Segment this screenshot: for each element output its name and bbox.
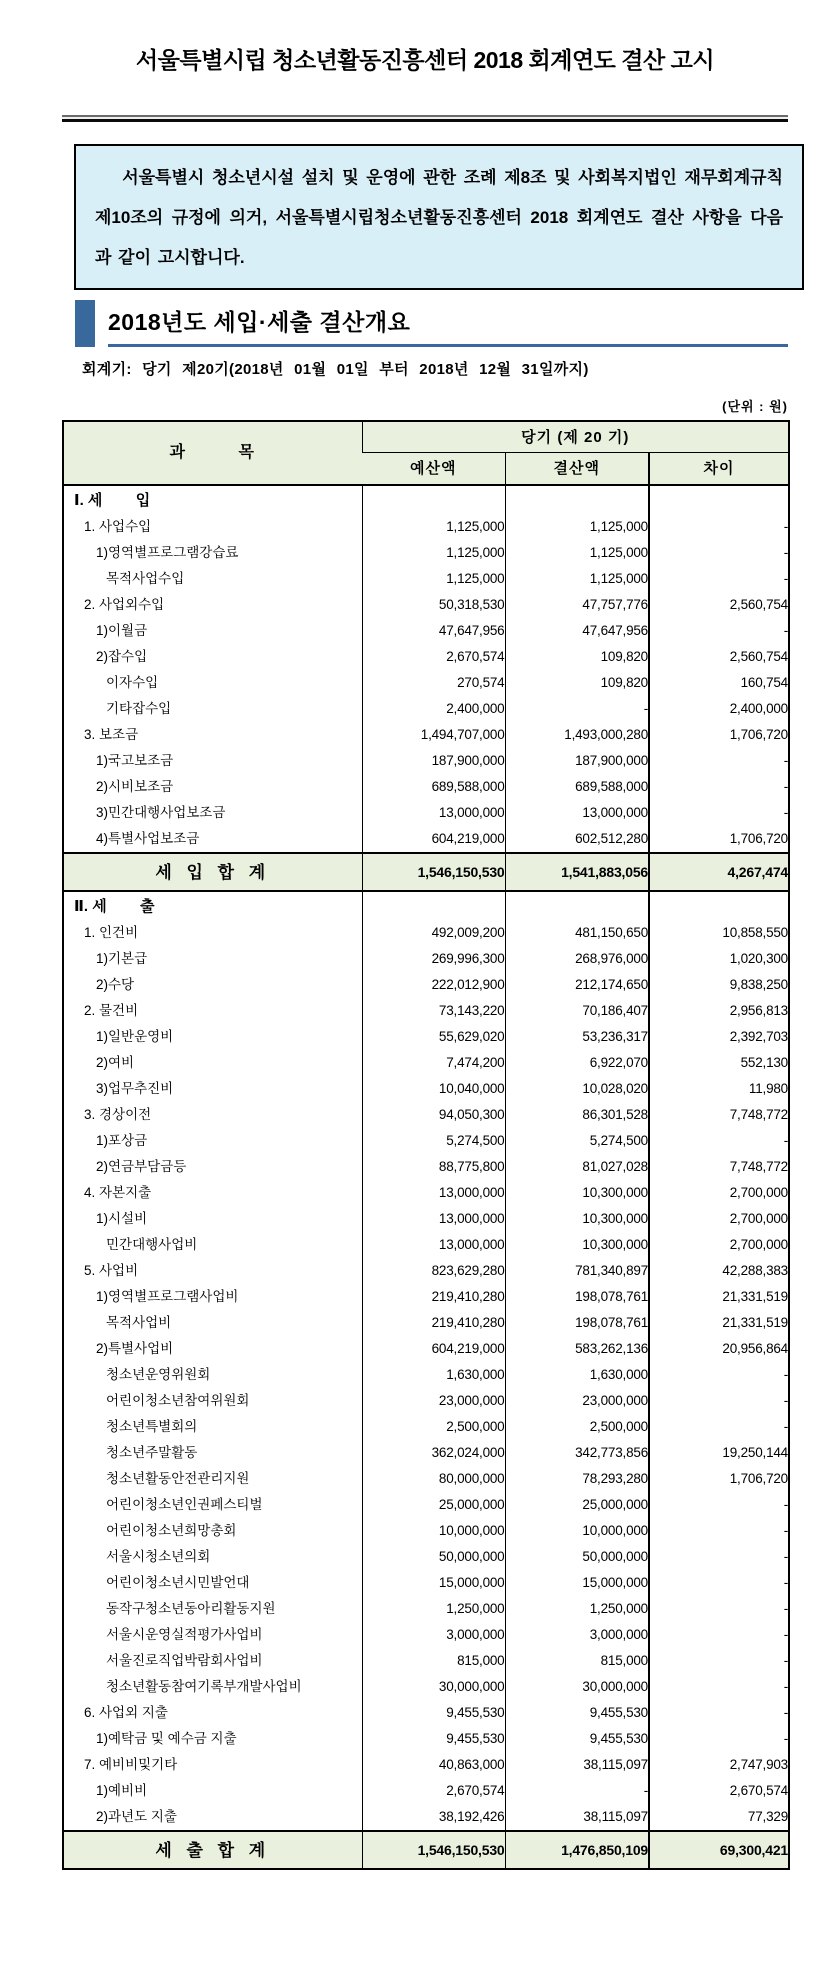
table-row: [63, 566, 789, 592]
table-row: [63, 1700, 789, 1726]
account-label: 이자수입: [106, 675, 159, 691]
account-label: 2)여비: [96, 1055, 135, 1071]
budget-cell: 50,318,530: [362, 592, 505, 618]
settlement-cell: 30,000,000: [505, 1674, 649, 1700]
settlement-cell: 187,900,000: [505, 748, 649, 774]
diff-cell: 20,956,864: [649, 1336, 789, 1362]
budget-cell: 13,000,000: [362, 1206, 505, 1232]
budget-cell: 689,588,000: [362, 774, 505, 800]
budget-cell: 1,125,000: [362, 566, 505, 592]
account-label: 1)이월금: [96, 623, 148, 639]
table-row: [63, 1440, 789, 1466]
account-label: 1)영역별프로그램사업비: [96, 1289, 239, 1305]
settlement-cell: 9,455,530: [505, 1726, 649, 1752]
account-label: 2)과년도 지출: [96, 1809, 177, 1825]
settlement-cell: 1,125,000: [505, 540, 649, 566]
diff-cell: -: [649, 1128, 789, 1154]
budget-cell: 219,410,280: [362, 1284, 505, 1310]
diff-cell: -: [649, 514, 789, 540]
table-row: [63, 540, 789, 566]
account-label: 청소년활동참여기록부개발사업비: [106, 1679, 302, 1695]
settlement-cell: 47,647,956: [505, 618, 649, 644]
table-row: [63, 1128, 789, 1154]
table-row: [63, 800, 789, 826]
account-label: 기타잡수입: [106, 701, 172, 717]
account-label: 3. 보조금: [84, 727, 139, 743]
account-label: 7. 예비비및기타: [84, 1757, 178, 1773]
budget-cell: 13,000,000: [362, 1232, 505, 1258]
diff-cell: -: [649, 1518, 789, 1544]
diff-cell: -: [649, 1726, 789, 1752]
diff-cell: [649, 485, 789, 514]
budget-cell: 270,574: [362, 670, 505, 696]
column-header-subject: 과 목: [63, 421, 362, 485]
diff-cell: 19,250,144: [649, 1440, 789, 1466]
budget-cell: 1,125,000: [362, 540, 505, 566]
diff-cell: -: [649, 618, 789, 644]
budget-cell: 1,125,000: [362, 514, 505, 540]
settlement-cell: 5,274,500: [505, 1128, 649, 1154]
budget-cell: 73,143,220: [362, 998, 505, 1024]
table-row: [63, 1050, 789, 1076]
budget-cell: 2,670,574: [362, 644, 505, 670]
budget-cell: 40,863,000: [362, 1752, 505, 1778]
account-label: 서울시청소년의회: [106, 1549, 211, 1565]
budget-cell: 30,000,000: [362, 1674, 505, 1700]
diff-cell: 2,700,000: [649, 1180, 789, 1206]
table-row: [63, 1570, 789, 1596]
settlement-cell: 1,541,883,056: [505, 853, 649, 891]
settlement-cell: 38,115,097: [505, 1804, 649, 1831]
budget-cell: 5,274,500: [362, 1128, 505, 1154]
table-row: [63, 826, 789, 853]
settlement-cell: 86,301,528: [505, 1102, 649, 1128]
account-label: 5. 사업비: [84, 1263, 139, 1279]
budget-cell: [362, 891, 505, 920]
settlement-table: [62, 420, 790, 1870]
table-row: [63, 1206, 789, 1232]
diff-cell: -: [649, 1622, 789, 1648]
section-title-underline: [108, 300, 788, 347]
table-row: [63, 1778, 789, 1804]
table-row: [63, 722, 789, 748]
budget-cell: 50,000,000: [362, 1544, 505, 1570]
table-row: [63, 1180, 789, 1206]
column-header-budget: 예산액: [362, 453, 505, 486]
diff-cell: -: [649, 748, 789, 774]
column-header-settlement: 결산액: [505, 453, 649, 486]
account-label: 2)잡수입: [96, 649, 148, 665]
diff-cell: 10,858,550: [649, 920, 789, 946]
settlement-cell: 38,115,097: [505, 1752, 649, 1778]
diff-cell: 21,331,519: [649, 1310, 789, 1336]
table-row: [63, 1492, 789, 1518]
diff-cell: -: [649, 1700, 789, 1726]
settlement-cell: [505, 485, 649, 514]
budget-cell: 55,629,020: [362, 1024, 505, 1050]
budget-cell: 13,000,000: [362, 1180, 505, 1206]
diff-cell: -: [649, 566, 789, 592]
account-label: 2)특별사업비: [96, 1341, 174, 1357]
account-label: 어린이청소년참여위원회: [106, 1393, 250, 1409]
table-row: [63, 644, 789, 670]
diff-cell: 1,020,300: [649, 946, 789, 972]
unit-label: (단위 : 원): [722, 399, 788, 414]
diff-cell: 42,288,383: [649, 1258, 789, 1284]
budget-cell: 1,546,150,530: [362, 1831, 505, 1869]
notice-text: 서울특별시 청소년시설 설치 및 운영에 관한 조례 제8조 및 사회복지법인 재무회계규칙 제10조의 규정에 의거, 서울특별시립청소년활동진흥센터 2018 회계연도 결산 사항을 다음과 같이 고시합니다.: [95, 168, 783, 267]
table-row: [63, 592, 789, 618]
settlement-cell: 10,028,020: [505, 1076, 649, 1102]
budget-cell: 38,192,426: [362, 1804, 505, 1831]
diff-cell: 77,329: [649, 1804, 789, 1831]
account-label: 어린이청소년인권페스티벌: [106, 1497, 263, 1513]
budget-cell: 7,474,200: [362, 1050, 505, 1076]
settlement-cell: 109,820: [505, 670, 649, 696]
settlement-cell: 70,186,407: [505, 998, 649, 1024]
table-row: [63, 618, 789, 644]
account-label: 청소년특별회의: [106, 1419, 198, 1435]
budget-cell: 23,000,000: [362, 1388, 505, 1414]
account-label: 1)포상금: [96, 1133, 148, 1149]
account-label: 1)예비비: [96, 1783, 148, 1799]
account-label: 2)수당: [96, 977, 135, 993]
table-row: [63, 1674, 789, 1700]
budget-cell: 80,000,000: [362, 1466, 505, 1492]
diff-cell: 69,300,421: [649, 1831, 789, 1869]
diff-cell: -: [649, 1388, 789, 1414]
table-row: [63, 1596, 789, 1622]
notice-box: [74, 144, 804, 290]
budget-cell: 187,900,000: [362, 748, 505, 774]
account-label: 민간대행사업비: [106, 1237, 198, 1253]
table-row: [63, 1726, 789, 1752]
account-label: 1. 인건비: [84, 925, 139, 941]
account-label: 2. 물건비: [84, 1003, 139, 1019]
diff-cell: 2,700,000: [649, 1206, 789, 1232]
budget-cell: 2,400,000: [362, 696, 505, 722]
settlement-cell: 481,150,650: [505, 920, 649, 946]
table-row: [63, 946, 789, 972]
table-row: [63, 1388, 789, 1414]
settlement-cell: 1,476,850,109: [505, 1831, 649, 1869]
settlement-cell: 198,078,761: [505, 1284, 649, 1310]
settlement-cell: 10,300,000: [505, 1206, 649, 1232]
diff-cell: -: [649, 800, 789, 826]
diff-cell: 1,706,720: [649, 1466, 789, 1492]
budget-cell: 362,024,000: [362, 1440, 505, 1466]
account-label: 1)기본급: [96, 951, 148, 967]
account-label: 청소년활동안전관리지원: [106, 1471, 250, 1487]
budget-cell: 604,219,000: [362, 826, 505, 853]
diff-cell: -: [649, 1570, 789, 1596]
table-row: [63, 891, 789, 920]
table-row: [63, 1076, 789, 1102]
budget-cell: 9,455,530: [362, 1700, 505, 1726]
account-label: 청소년주말활동: [106, 1445, 198, 1461]
settlement-cell: 602,512,280: [505, 826, 649, 853]
settlement-cell: 342,773,856: [505, 1440, 649, 1466]
budget-cell: 13,000,000: [362, 800, 505, 826]
budget-cell: 15,000,000: [362, 1570, 505, 1596]
diff-cell: 2,400,000: [649, 696, 789, 722]
budget-cell: 1,494,707,000: [362, 722, 505, 748]
table-row: [63, 1310, 789, 1336]
table-row: [63, 1414, 789, 1440]
diff-cell: 7,748,772: [649, 1102, 789, 1128]
table-row: [63, 670, 789, 696]
table-row: [63, 1804, 789, 1831]
table-body: [63, 485, 789, 1869]
settlement-cell: 47,757,776: [505, 592, 649, 618]
diff-cell: 7,748,772: [649, 1154, 789, 1180]
settlement-cell: 15,000,000: [505, 1570, 649, 1596]
budget-cell: 1,546,150,530: [362, 853, 505, 891]
budget-cell: 815,000: [362, 1648, 505, 1674]
diff-cell: -: [649, 1648, 789, 1674]
diff-cell: 2,560,754: [649, 644, 789, 670]
table-row: [63, 1258, 789, 1284]
account-label: 동작구청소년동아리활동지원: [106, 1601, 276, 1617]
diff-cell: -: [649, 1596, 789, 1622]
budget-cell: 88,775,800: [362, 1154, 505, 1180]
settlement-cell: 2,500,000: [505, 1414, 649, 1440]
diff-cell: 2,670,574: [649, 1778, 789, 1804]
table-row: [63, 748, 789, 774]
settlement-cell: -: [505, 1778, 649, 1804]
account-label: 1)국고보조금: [96, 753, 174, 769]
diff-cell: 9,838,250: [649, 972, 789, 998]
table-header: [63, 421, 789, 485]
account-label: Ⅱ. 세 출: [74, 897, 155, 915]
settlement-cell: 198,078,761: [505, 1310, 649, 1336]
diff-cell: 160,754: [649, 670, 789, 696]
diff-cell: -: [649, 540, 789, 566]
budget-cell: 25,000,000: [362, 1492, 505, 1518]
fiscal-period: 회계기: 당기 제20기(2018년 01월 01일 부터 2018년 12월 31일까지): [82, 361, 589, 378]
account-label: 3)민간대행사업보조금: [96, 805, 226, 821]
settlement-cell: [505, 891, 649, 920]
column-header-diff: 차이: [649, 453, 789, 486]
diff-cell: 2,392,703: [649, 1024, 789, 1050]
total-row: [63, 853, 789, 891]
diff-cell: -: [649, 1492, 789, 1518]
table-row: [63, 774, 789, 800]
diff-cell: -: [649, 1544, 789, 1570]
diff-cell: 1,706,720: [649, 722, 789, 748]
account-label: 1)예탁금 및 예수금 지출: [96, 1731, 237, 1747]
budget-cell: 3,000,000: [362, 1622, 505, 1648]
settlement-cell: 9,455,530: [505, 1700, 649, 1726]
diff-cell: 1,706,720: [649, 826, 789, 853]
settlement-cell: 23,000,000: [505, 1388, 649, 1414]
account-label: 6. 사업외 지출: [84, 1705, 168, 1721]
diff-cell: 2,747,903: [649, 1752, 789, 1778]
table-row: [63, 1544, 789, 1570]
budget-cell: 219,410,280: [362, 1310, 505, 1336]
total-row: [63, 1831, 789, 1869]
table-row: [63, 1102, 789, 1128]
table-row: [63, 1154, 789, 1180]
budget-cell: 9,455,530: [362, 1726, 505, 1752]
budget-cell: 492,009,200: [362, 920, 505, 946]
budget-cell: 47,647,956: [362, 618, 505, 644]
account-label: 4. 자본지출: [84, 1185, 152, 1201]
account-label: 4)특별사업보조금: [96, 831, 200, 847]
column-header-period: 당기 (제 20 기): [362, 421, 789, 453]
settlement-cell: 1,630,000: [505, 1362, 649, 1388]
budget-cell: 10,040,000: [362, 1076, 505, 1102]
budget-cell: 604,219,000: [362, 1336, 505, 1362]
account-label: 2)시비보조금: [96, 779, 174, 795]
account-label: 3)업무추진비: [96, 1081, 174, 1097]
settlement-cell: 1,125,000: [505, 566, 649, 592]
settlement-cell: 815,000: [505, 1648, 649, 1674]
settlement-cell: 10,300,000: [505, 1180, 649, 1206]
section-header: [75, 300, 788, 347]
budget-cell: 2,670,574: [362, 1778, 505, 1804]
settlement-cell: 109,820: [505, 644, 649, 670]
budget-cell: 1,630,000: [362, 1362, 505, 1388]
settlement-cell: 6,922,070: [505, 1050, 649, 1076]
account-label: 어린이청소년희망총회: [106, 1523, 237, 1539]
settlement-cell: 81,027,028: [505, 1154, 649, 1180]
table-row: [63, 1752, 789, 1778]
table-row: [63, 1648, 789, 1674]
account-label: 목적사업비: [106, 1315, 172, 1331]
table-row: [63, 1284, 789, 1310]
table-row: [63, 1362, 789, 1388]
table-row: [63, 696, 789, 722]
settlement-cell: 78,293,280: [505, 1466, 649, 1492]
budget-cell: 823,629,280: [362, 1258, 505, 1284]
title-divider: [62, 115, 788, 122]
section-bullet-icon: [75, 300, 95, 347]
settlement-cell: 1,125,000: [505, 514, 649, 540]
settlement-cell: 3,000,000: [505, 1622, 649, 1648]
settlement-cell: 212,174,650: [505, 972, 649, 998]
diff-cell: 21,331,519: [649, 1284, 789, 1310]
account-label: 1)일반운영비: [96, 1029, 174, 1045]
table-row: [63, 1518, 789, 1544]
diff-cell: -: [649, 774, 789, 800]
document-page: [62, 42, 788, 1870]
account-label: 세 입 합 계: [63, 853, 362, 891]
header-row-period: [63, 421, 789, 453]
account-label: 청소년운영위원회: [106, 1367, 211, 1383]
table-row: [63, 920, 789, 946]
table-row: [63, 1622, 789, 1648]
table-row: [63, 1466, 789, 1492]
account-label: 2)연금부담금등: [96, 1159, 187, 1175]
table-row: [63, 1024, 789, 1050]
settlement-cell: 25,000,000: [505, 1492, 649, 1518]
table-row: [63, 485, 789, 514]
table-row: [63, 514, 789, 540]
settlement-cell: 10,000,000: [505, 1518, 649, 1544]
account-label: 어린이청소년시민발언대: [106, 1575, 250, 1591]
diff-cell: -: [649, 1362, 789, 1388]
table-row: [63, 972, 789, 998]
budget-cell: 269,996,300: [362, 946, 505, 972]
settlement-cell: 50,000,000: [505, 1544, 649, 1570]
account-label: 2. 사업외수입: [84, 597, 165, 613]
settlement-cell: 13,000,000: [505, 800, 649, 826]
account-label: Ⅰ. 세 입: [74, 491, 151, 509]
settlement-cell: 781,340,897: [505, 1258, 649, 1284]
diff-cell: 2,560,754: [649, 592, 789, 618]
settlement-cell: 10,300,000: [505, 1232, 649, 1258]
budget-cell: 1,250,000: [362, 1596, 505, 1622]
account-label: 1)영역별프로그램강습료: [96, 545, 239, 561]
budget-cell: 10,000,000: [362, 1518, 505, 1544]
diff-cell: 11,980: [649, 1076, 789, 1102]
budget-cell: [362, 485, 505, 514]
diff-cell: 2,956,813: [649, 998, 789, 1024]
account-label: 1. 사업수입: [84, 519, 152, 535]
section-title: 2018년도 세입·세출 결산개요: [108, 309, 411, 335]
settlement-cell: 689,588,000: [505, 774, 649, 800]
diff-cell: 4,267,474: [649, 853, 789, 891]
table-row: [63, 998, 789, 1024]
account-label: 3. 경상이전: [84, 1107, 152, 1123]
account-label: 서울진로직업박람회사업비: [106, 1653, 263, 1669]
diff-cell: 2,700,000: [649, 1232, 789, 1258]
table-row: [63, 1232, 789, 1258]
page-title: 서울특별시립 청소년활동진흥센터 2018 회계연도 결산 고시: [135, 47, 715, 73]
account-label: 목적사업수입: [106, 571, 185, 587]
account-label: 서울시운영실적평가사업비: [106, 1627, 263, 1643]
diff-cell: -: [649, 1674, 789, 1700]
settlement-cell: -: [505, 696, 649, 722]
diff-cell: 552,130: [649, 1050, 789, 1076]
settlement-cell: 1,493,000,280: [505, 722, 649, 748]
account-label: 1)시설비: [96, 1211, 148, 1227]
settlement-cell: 583,262,136: [505, 1336, 649, 1362]
settlement-cell: 53,236,317: [505, 1024, 649, 1050]
budget-cell: 2,500,000: [362, 1414, 505, 1440]
settlement-cell: 268,976,000: [505, 946, 649, 972]
table-row: [63, 1336, 789, 1362]
account-label: 세 출 합 계: [63, 1831, 362, 1869]
settlement-cell: 1,250,000: [505, 1596, 649, 1622]
budget-cell: 94,050,300: [362, 1102, 505, 1128]
diff-cell: -: [649, 1414, 789, 1440]
budget-cell: 222,012,900: [362, 972, 505, 998]
diff-cell: [649, 891, 789, 920]
